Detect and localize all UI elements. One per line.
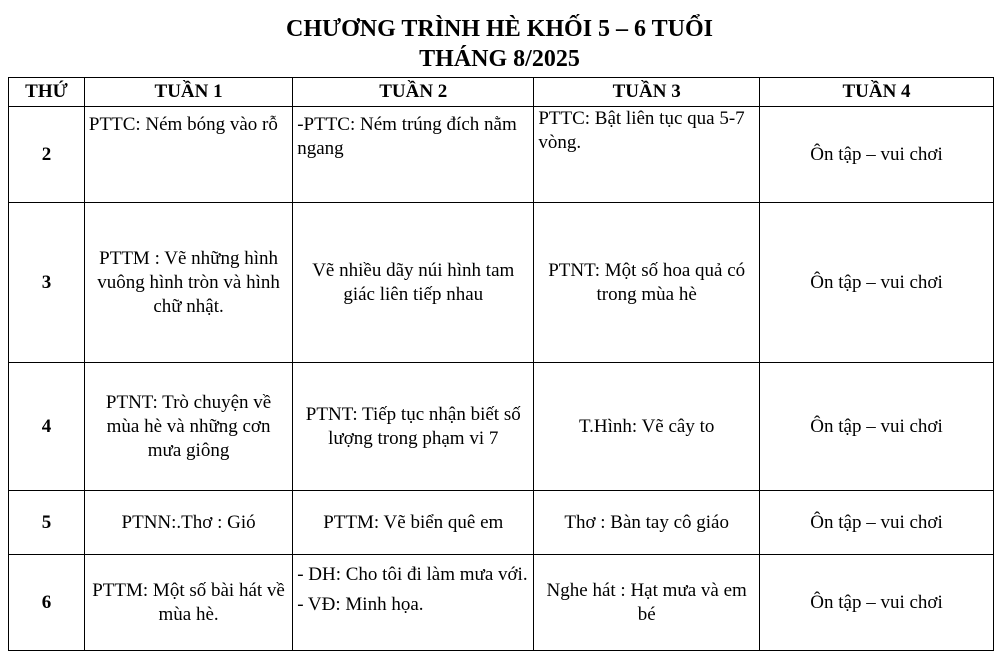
week-1-cell: PTNT: Trò chuyện về mùa hè và những cơn mưa giông: [84, 363, 292, 491]
week-2-cell: -PTTC: Ném trúng đích nằm ngang: [293, 107, 534, 203]
header-week-2: TUẦN 2: [293, 78, 534, 107]
week-4-cell: Ôn tập – vui chơi: [760, 107, 994, 203]
week-4-cell: Ôn tập – vui chơi: [760, 491, 994, 555]
week-3-cell: PTTC: Bật liên tục qua 5-7 vòng.: [534, 107, 760, 203]
week-1-cell: PTTM: Một số bài hát về mùa hè.: [84, 555, 292, 651]
week-4-cell: Ôn tập – vui chơi: [760, 555, 994, 651]
table-row: [9, 555, 994, 651]
day-cell: 3: [9, 203, 85, 363]
table-row: [9, 107, 994, 203]
week-4-cell: Ôn tập – vui chơi: [760, 203, 994, 363]
week-2-cell: [293, 555, 534, 651]
week-2-line-2: - VĐ: Minh họa.: [297, 594, 424, 615]
week-1-cell: PTTM : Vẽ những hình vuông hình tròn và hình chữ nhật.: [84, 203, 292, 363]
week-2-line-1: - DH: Cho tôi đi làm mưa với.: [297, 564, 528, 585]
schedule-title-line2: THÁNG 8/2025: [419, 46, 580, 72]
schedule-title-line1: CHƯƠNG TRÌNH HÈ KHỐI 5 – 6 TUỔI: [286, 16, 713, 42]
day-cell: 5: [9, 491, 85, 555]
day-cell: 4: [9, 363, 85, 491]
week-2-cell: PTNT: Tiếp tục nhận biết số lượng trong phạm vi 7: [293, 363, 534, 491]
header-week-1: TUẦN 1: [84, 78, 292, 107]
week-1-cell: PTTC: Ném bóng vào rỗ: [84, 107, 292, 203]
week-2-cell: PTTM: Vẽ biển quê em: [293, 491, 534, 555]
week-3-cell: PTNT: Một số hoa quả có trong mùa hè: [534, 203, 760, 363]
day-cell: 2: [9, 107, 85, 203]
day-cell: 6: [9, 555, 85, 651]
table-row: [9, 203, 994, 363]
week-4-cell: Ôn tập – vui chơi: [760, 363, 994, 491]
header-week-4: TUẦN 4: [760, 78, 994, 107]
header-day: THỨ: [9, 78, 85, 107]
week-2-cell: Vẽ nhiều dãy núi hình tam giác liên tiếp nhau: [293, 203, 534, 363]
header-row: [9, 78, 994, 107]
table-row: [9, 363, 994, 491]
week-3-cell: Nghe hát : Hạt mưa và em bé: [534, 555, 760, 651]
schedule-table: [8, 77, 994, 651]
week-3-cell: Thơ : Bàn tay cô giáo: [534, 491, 760, 555]
header-week-3: TUẦN 3: [534, 78, 760, 107]
week-3-cell: T.Hình: Vẽ cây to: [534, 363, 760, 491]
table-row: [9, 491, 994, 555]
week-1-cell: PTNN:.Thơ : Gió: [84, 491, 292, 555]
